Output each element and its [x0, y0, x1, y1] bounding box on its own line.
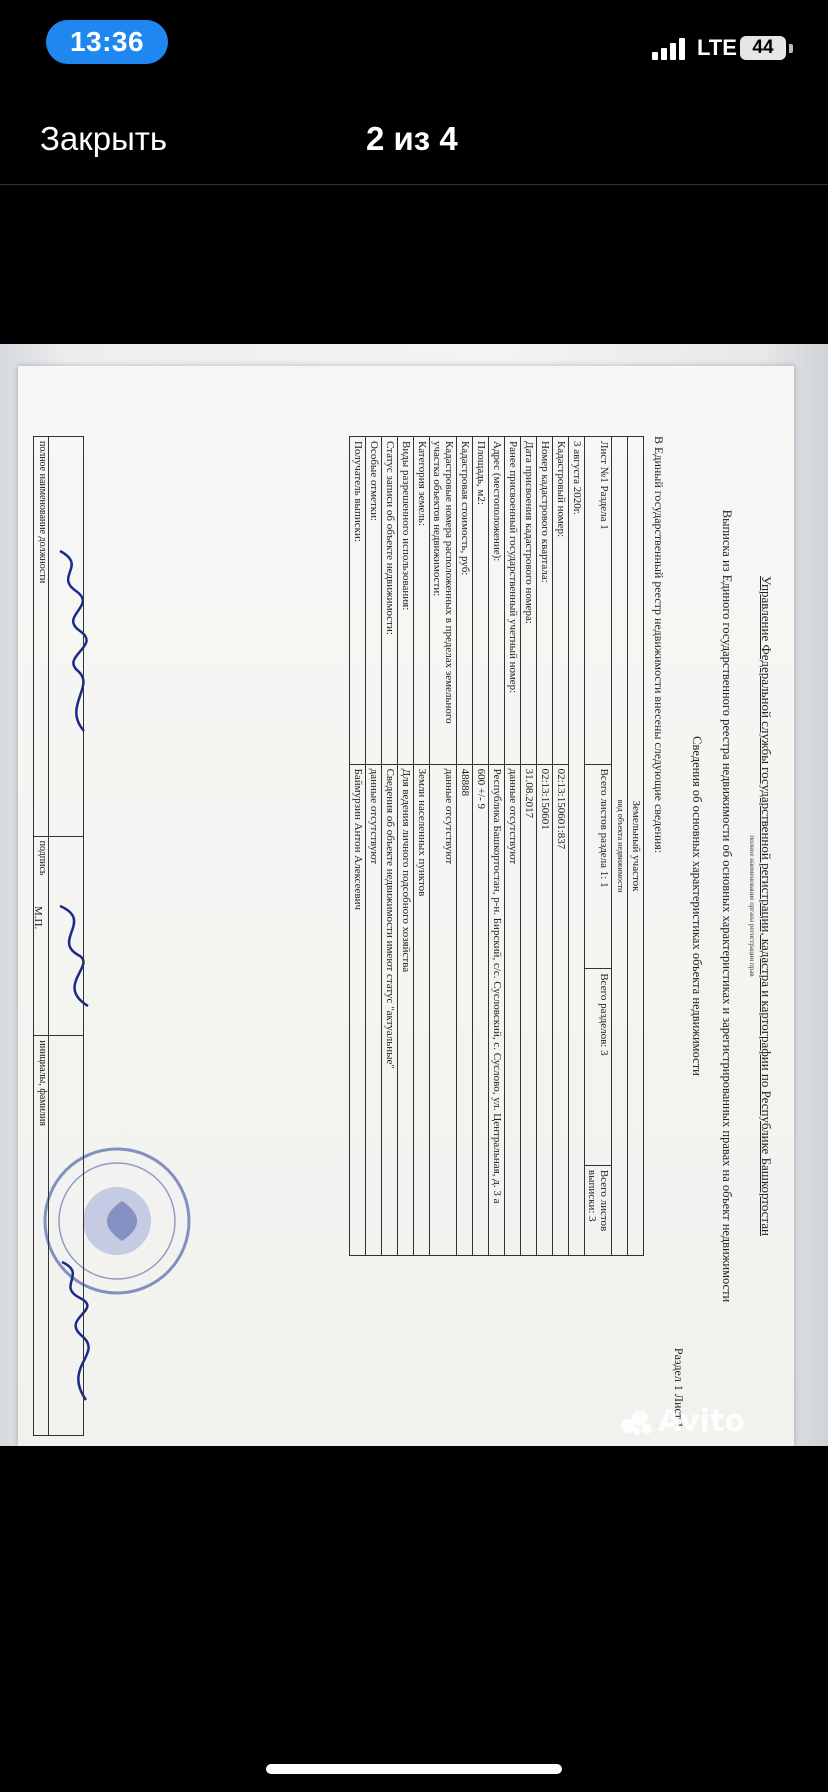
battery-icon — [740, 36, 786, 60]
network-type: LTE — [697, 35, 737, 60]
viewer-header — [0, 100, 828, 185]
doc-subtitle: Сведения об основных характеристиках объекта недвижимости — [690, 736, 704, 1076]
object-type-caption: вид объекта недвижимости — [612, 437, 628, 1256]
row-label: Дата присвоения кадастрового номера: — [521, 437, 537, 765]
sheet-cell: Лист №1 Раздела 1 — [585, 437, 612, 765]
row-value: 48888 — [457, 764, 473, 1255]
row-label: Кадастровая стоимость, руб: — [457, 437, 473, 765]
org-note: полное наименование органа регистрации прав — [748, 835, 756, 977]
row-value: Земли населенных пунктов — [414, 764, 430, 1255]
document-photo — [18, 366, 794, 1446]
sign-caption: полное наименование должности — [34, 437, 49, 837]
sheet-cell: Всего листов выписки: 3 — [585, 1165, 612, 1255]
stamp-place-label: М.П. — [32, 906, 44, 930]
row-label: Статус записи об объекте недвижимости: — [382, 437, 398, 765]
row-label: Получатель выписки: — [350, 437, 366, 765]
row-value: данные отсутствуют — [505, 764, 521, 1255]
sheet-cell: Всего разделов: 3 — [585, 969, 612, 1166]
row-value: 02:13:150601:837 — [553, 764, 569, 1255]
battery-level: 44 — [752, 37, 774, 58]
status-bar — [0, 0, 828, 90]
signature-table — [33, 436, 84, 1436]
section-label: Раздел 1 Лист 1 — [672, 1347, 686, 1428]
intro-text: В Единый государственный реестр недвижимости внесены следующие сведения: — [652, 436, 666, 854]
sheet-cell: Всего листов раздела 1: 1 — [585, 764, 612, 969]
cellular-signal-icon — [652, 36, 692, 60]
row-label: Кадастровые номера расположенных в пределах земельного участка объектов недвижимости: — [430, 437, 457, 765]
row-value: данные отсутствуют — [430, 764, 457, 1255]
close-button[interactable]: Закрыть — [40, 120, 168, 157]
sign-cell — [49, 437, 84, 837]
status-time[interactable]: 13:36 — [46, 20, 168, 64]
row-label: Категория земель: — [414, 437, 430, 765]
photo-viewer[interactable] — [0, 344, 828, 1446]
doc-date: 3 августа 2020г. — [569, 437, 585, 1256]
avito-watermark — [620, 1404, 745, 1439]
row-label: Номер кадастрового квартала: — [537, 437, 553, 765]
row-label: Ранее присвоенный государственный учетный номер: — [505, 437, 521, 765]
avito-logo-icon — [620, 1408, 654, 1436]
org-title: Управление Федеральной службы государственной регистрации, кадастра и картографии по Республике Башкортостан — [759, 576, 774, 1236]
sign-cell — [49, 1036, 84, 1436]
row-value: 02:13:150601 — [537, 764, 553, 1255]
sign-cell — [49, 836, 84, 1036]
row-value: Сведения об объекте недвижимости имеют статус "актуальные" — [382, 764, 398, 1255]
row-value: Для ведения личного подсобного хозяйства — [398, 764, 414, 1255]
row-value: данные отсутствуют — [366, 764, 382, 1255]
info-table — [349, 436, 644, 1256]
row-label: Кадастровый номер: — [553, 437, 569, 765]
row-value: 600 +/- 9 — [473, 764, 489, 1255]
row-label: Виды разрешенного использования: — [398, 437, 414, 765]
row-label: Адрес (местоположение): — [489, 437, 505, 765]
image-counter: 2 из 4 — [366, 120, 458, 157]
sign-caption: подпись — [34, 836, 49, 1036]
home-indicator[interactable] — [266, 1764, 562, 1774]
row-label: Особые отметки: — [366, 437, 382, 765]
sign-caption: инициалы, фамилия — [34, 1036, 49, 1436]
row-label: Площадь, м2: — [473, 437, 489, 765]
document-content — [28, 376, 788, 1436]
object-type: Земельный участок — [628, 437, 644, 1256]
battery-tip — [789, 44, 793, 53]
watermark-text: Avito — [658, 1404, 745, 1439]
row-value: Баймурзин Антон Алексеевич — [350, 764, 366, 1255]
row-value: Республика Башкортостан, р-н. Бирский, с/с. Сусловский, с. Суслово, ул. Центральная, д. 3 а — [489, 764, 505, 1255]
row-value: 31.08.2017 — [521, 764, 537, 1255]
doc-title: Выписка из Единого государственного реестра недвижимости об основных характеристиках и зарегистрированных правах на объект недвижимости — [720, 509, 734, 1303]
